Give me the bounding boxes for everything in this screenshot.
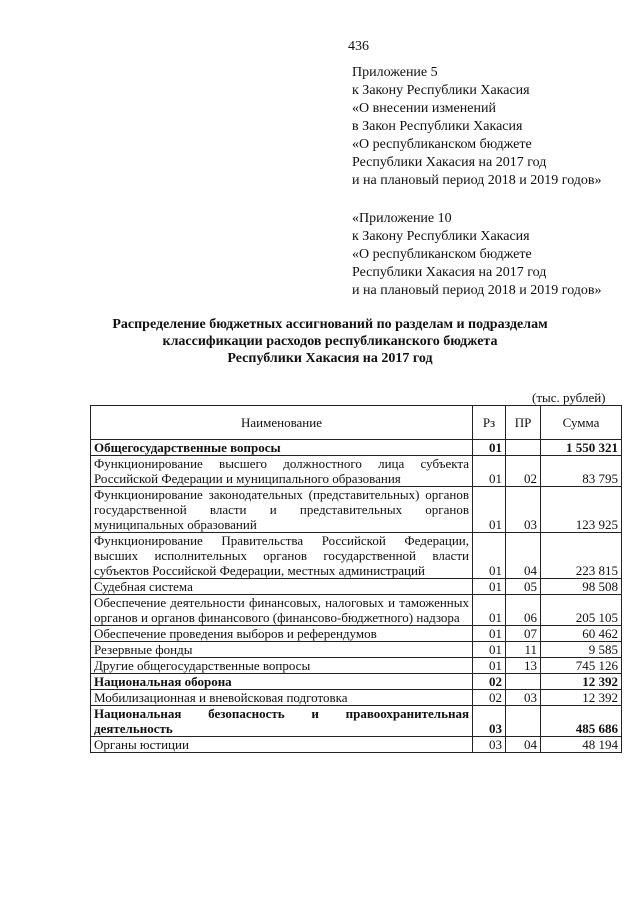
table-row (91, 533, 622, 579)
cell-pr: 13 (506, 658, 541, 674)
cell-sum: 12 392 (541, 674, 622, 690)
cell-name: Национальная безопасность и правоохранительная деятельность (91, 706, 473, 737)
table-row (91, 642, 622, 658)
cell-sum: 205 105 (541, 595, 622, 626)
page-number: 436 (348, 39, 369, 54)
table-header-row (91, 406, 622, 440)
cell-pr: 04 (506, 737, 541, 753)
cell-sum: 485 686 (541, 706, 622, 737)
appendix-original-heading (352, 210, 602, 300)
cell-sum: 9 585 (541, 642, 622, 658)
header-name: Наименование (91, 406, 473, 440)
cell-name: Общегосударственные вопросы (91, 440, 473, 456)
cell-rz: 01 (473, 626, 506, 642)
appendix-line: к Закону Республики Хакасия (352, 83, 530, 98)
appendix-line: Приложение 5 (352, 65, 438, 80)
cell-rz: 01 (473, 658, 506, 674)
table-row (91, 456, 622, 487)
cell-name: Функционирование законодательных (представительных) органов государственной власти и представительных органов муниципальных образований (91, 487, 473, 533)
table-row (91, 658, 622, 674)
cell-pr: 06 (506, 595, 541, 626)
cell-pr (506, 706, 541, 737)
units-label: (тыс. рублей) (532, 390, 606, 405)
table-row (91, 690, 622, 706)
cell-pr (506, 440, 541, 456)
table-row (91, 579, 622, 595)
title-line: Распределение бюджетных ассигнований по разделам и подразделам (112, 317, 548, 332)
cell-name: Резервные фонды (91, 642, 473, 658)
cell-name: Функционирование Правительства Российской Федерации, высших исполнительных органов государственной власти субъектов Российской Федерации, местных администраций (91, 533, 473, 579)
cell-rz: 02 (473, 674, 506, 690)
cell-pr: 02 (506, 456, 541, 487)
cell-name: Судебная система (91, 579, 473, 595)
cell-rz: 01 (473, 579, 506, 595)
cell-name: Функционирование высшего должностного лица субъекта Российской Федерации и муниципального образования (91, 456, 473, 487)
appendix-line: «О внесении изменений (352, 101, 496, 116)
header-sum: Сумма (541, 406, 622, 440)
cell-name: Мобилизационная и вневойсковая подготовка (91, 690, 473, 706)
cell-sum: 98 508 (541, 579, 622, 595)
cell-sum: 223 815 (541, 533, 622, 579)
appendix-line: Республики Хакасия на 2017 год (352, 155, 547, 170)
cell-sum: 60 462 (541, 626, 622, 642)
header-pr: ПР (506, 406, 541, 440)
cell-rz: 01 (473, 440, 506, 456)
cell-sum: 12 392 (541, 690, 622, 706)
cell-pr (506, 674, 541, 690)
cell-sum: 123 925 (541, 487, 622, 533)
cell-rz: 03 (473, 737, 506, 753)
budget-table (90, 405, 622, 753)
appendix-line: Республики Хакасия на 2017 год (352, 265, 547, 280)
appendix-line: и на плановый период 2018 и 2019 годов» (352, 173, 602, 188)
appendix-line: «Приложение 10 (352, 211, 452, 226)
cell-rz: 01 (473, 487, 506, 533)
cell-sum: 745 126 (541, 658, 622, 674)
table-row (91, 737, 622, 753)
header-rz: Рз (473, 406, 506, 440)
cell-name: Органы юстиции (91, 737, 473, 753)
table-row (91, 595, 622, 626)
cell-name: Обеспечение деятельности финансовых, налоговых и таможенных органов и органов финансового (финансово-бюджетного) надзора (91, 595, 473, 626)
cell-rz: 01 (473, 456, 506, 487)
cell-pr: 07 (506, 626, 541, 642)
cell-pr: 11 (506, 642, 541, 658)
table-row (91, 626, 622, 642)
table-row (91, 440, 622, 456)
table-row (91, 706, 622, 737)
table-row (91, 487, 622, 533)
document-title (80, 316, 580, 367)
cell-name: Обеспечение проведения выборов и референдумов (91, 626, 473, 642)
cell-rz: 01 (473, 642, 506, 658)
cell-rz: 03 (473, 706, 506, 737)
cell-name: Национальная оборона (91, 674, 473, 690)
appendix-line: «О республиканском бюджете (352, 247, 532, 262)
cell-sum: 48 194 (541, 737, 622, 753)
appendix-line: в Закон Республики Хакасия (352, 119, 523, 134)
cell-pr: 03 (506, 487, 541, 533)
cell-pr: 03 (506, 690, 541, 706)
cell-sum: 83 795 (541, 456, 622, 487)
title-line: классификации расходов республиканского бюджета (162, 334, 498, 349)
cell-pr: 05 (506, 579, 541, 595)
cell-rz: 01 (473, 533, 506, 579)
appendix-line: и на плановый период 2018 и 2019 годов» (352, 283, 602, 298)
appendix-current-heading (352, 64, 602, 190)
title-line: Республики Хакасия на 2017 год (227, 351, 433, 366)
cell-rz: 01 (473, 595, 506, 626)
appendix-line: к Закону Республики Хакасия (352, 229, 530, 244)
appendix-line: «О республиканском бюджете (352, 137, 532, 152)
cell-rz: 02 (473, 690, 506, 706)
cell-pr: 04 (506, 533, 541, 579)
cell-name: Другие общегосударственные вопросы (91, 658, 473, 674)
cell-sum: 1 550 321 (541, 440, 622, 456)
table-row (91, 674, 622, 690)
